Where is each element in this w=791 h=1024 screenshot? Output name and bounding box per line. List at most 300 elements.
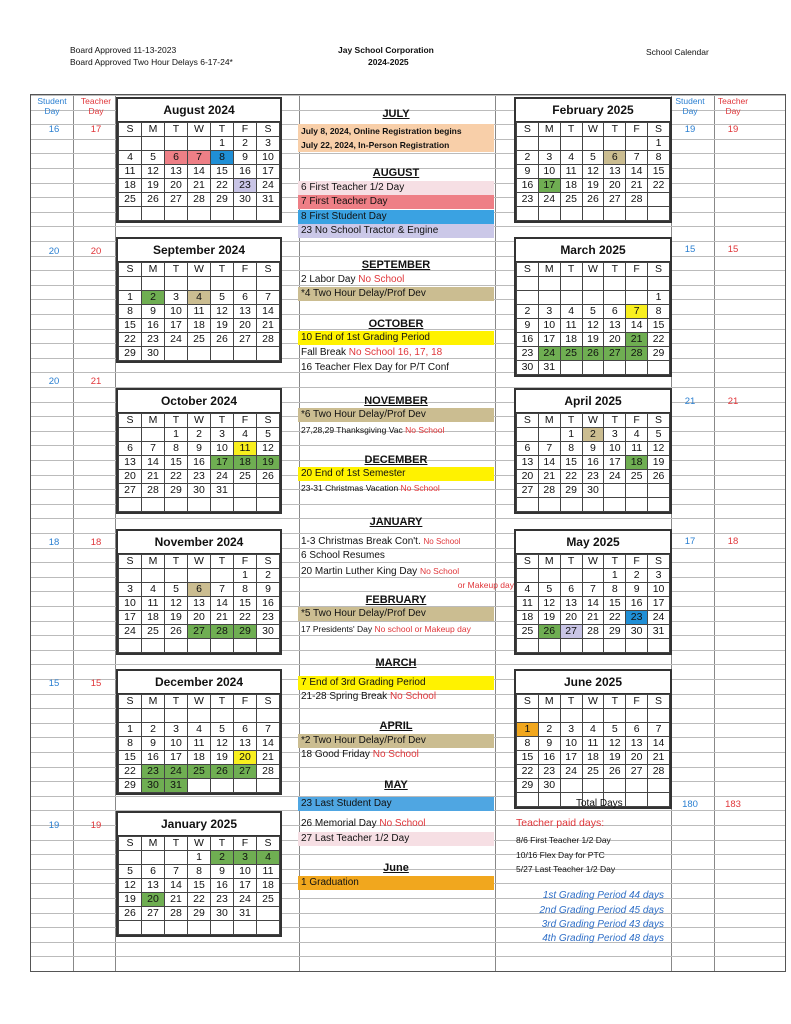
weekday-header: S xyxy=(517,123,539,137)
day-cell: 21 xyxy=(142,470,165,484)
day-cell xyxy=(119,851,142,865)
day-cell: 25 xyxy=(188,765,211,779)
weekday-header: F xyxy=(626,263,648,277)
month-title: October 2024 xyxy=(118,390,280,413)
day-cell: 4 xyxy=(188,291,211,305)
weekday-header: T xyxy=(165,263,188,277)
day-cell: 5 xyxy=(211,723,234,737)
day-cell: 13 xyxy=(142,879,165,893)
day-cell xyxy=(165,137,188,151)
day-cell: 28 xyxy=(582,625,604,639)
day-cell: 5 xyxy=(211,291,234,305)
empty-cell xyxy=(648,709,670,723)
day-cell xyxy=(626,484,648,498)
day-cell: 30 xyxy=(234,193,257,207)
day-cell: 10 xyxy=(211,442,234,456)
day-cell: 3 xyxy=(560,723,582,737)
day-cell: 9 xyxy=(211,865,234,879)
day-cell xyxy=(211,779,234,793)
weekday-header: S xyxy=(257,695,280,709)
day-cell: 2 xyxy=(517,305,539,319)
empty-cell xyxy=(517,498,539,512)
day-cell xyxy=(257,779,280,793)
day-cell: 24 xyxy=(211,470,234,484)
dec-student-days: 15 xyxy=(48,678,60,689)
day-cell: 15 xyxy=(211,165,234,179)
may-heading: MAY xyxy=(384,779,408,791)
day-cell: 15 xyxy=(648,165,670,179)
empty-cell xyxy=(142,921,165,935)
day-cell: 17 xyxy=(119,611,142,625)
day-cell xyxy=(604,137,626,151)
empty-cell xyxy=(560,498,582,512)
day-cell: 11 xyxy=(188,737,211,751)
weekday-header: T xyxy=(165,695,188,709)
day-cell: 22 xyxy=(119,333,142,347)
day-cell: 22 xyxy=(188,893,211,907)
event-spring-break: 21-28 Spring Break No School xyxy=(301,691,437,702)
day-cell: 28 xyxy=(188,193,211,207)
day-cell: 4 xyxy=(560,305,582,319)
day-cell: 12 xyxy=(604,737,626,751)
event-school-resumes: 6 School Resumes xyxy=(301,550,385,561)
day-cell: 6 xyxy=(517,442,539,456)
day-cell: 17 xyxy=(538,333,560,347)
day-cell: 1 xyxy=(560,428,582,442)
day-cell: 25 xyxy=(626,470,648,484)
empty-cell xyxy=(119,207,142,221)
day-cell xyxy=(582,291,604,305)
day-cell xyxy=(257,484,280,498)
day-cell: 7 xyxy=(538,442,560,456)
day-cell xyxy=(142,428,165,442)
day-cell: 8 xyxy=(119,305,142,319)
day-cell: 17 xyxy=(538,179,560,193)
empty-cell xyxy=(538,793,560,807)
day-cell: 22 xyxy=(165,470,188,484)
weekday-header: S xyxy=(257,263,280,277)
empty-cell xyxy=(119,498,142,512)
day-cell: 30 xyxy=(188,484,211,498)
day-cell: 14 xyxy=(648,737,670,751)
empty-cell xyxy=(234,709,257,723)
day-cell: 4 xyxy=(234,428,257,442)
empty-cell xyxy=(188,709,211,723)
day-cell: 15 xyxy=(165,456,188,470)
day-cell: 6 xyxy=(604,151,626,165)
empty-cell xyxy=(234,921,257,935)
day-cell: 18 xyxy=(517,611,539,625)
event-in-person-registration: July 22, 2024, In-Person Registration xyxy=(298,138,494,152)
empty-cell xyxy=(538,207,560,221)
weekday-header: S xyxy=(119,123,142,137)
day-cell: 26 xyxy=(582,347,604,361)
empty-cell xyxy=(188,921,211,935)
day-cell: 10 xyxy=(234,865,257,879)
day-cell: 10 xyxy=(604,442,626,456)
day-cell: 7 xyxy=(257,291,280,305)
day-cell: 26 xyxy=(604,765,626,779)
day-cell: 5 xyxy=(142,151,165,165)
day-cell: 16 xyxy=(517,179,539,193)
day-cell: 11 xyxy=(517,597,539,611)
day-cell: 19 xyxy=(582,179,604,193)
day-cell xyxy=(119,137,142,151)
empty-cell xyxy=(648,639,670,653)
day-cell: 18 xyxy=(234,456,257,470)
day-cell: 30 xyxy=(142,779,165,793)
calendar-june-2025 xyxy=(514,669,672,809)
empty-cell xyxy=(188,207,211,221)
weekday-header: W xyxy=(582,123,604,137)
day-cell: 19 xyxy=(582,333,604,347)
empty-cell xyxy=(211,639,234,653)
february-heading: FEBRUARY xyxy=(365,594,427,606)
day-cell: 5 xyxy=(257,428,280,442)
day-cell: 11 xyxy=(582,737,604,751)
day-cell: 13 xyxy=(604,319,626,333)
day-cell: 30 xyxy=(626,625,648,639)
day-cell: 29 xyxy=(119,347,142,361)
dec-teacher-days: 15 xyxy=(90,678,102,689)
empty-cell xyxy=(142,277,165,291)
weekday-header: S xyxy=(648,123,670,137)
day-cell: 13 xyxy=(165,165,188,179)
empty-cell xyxy=(517,277,539,291)
day-cell: 2 xyxy=(582,428,604,442)
day-cell: 25 xyxy=(560,193,582,207)
day-cell xyxy=(560,361,582,375)
day-cell: 10 xyxy=(257,151,280,165)
day-cell: 7 xyxy=(142,442,165,456)
day-cell: 4 xyxy=(142,583,165,597)
empty-cell xyxy=(560,277,582,291)
day-cell: 14 xyxy=(582,597,604,611)
day-cell xyxy=(165,851,188,865)
day-cell: 5 xyxy=(604,723,626,737)
day-cell: 7 xyxy=(257,723,280,737)
weekday-header: M xyxy=(142,695,165,709)
day-cell xyxy=(188,137,211,151)
day-cell: 12 xyxy=(165,597,188,611)
empty-cell xyxy=(165,709,188,723)
empty-cell xyxy=(582,207,604,221)
day-cell: 27 xyxy=(626,765,648,779)
day-cell: 19 xyxy=(604,751,626,765)
weekday-header: T xyxy=(211,263,234,277)
day-cell: 28 xyxy=(165,907,188,921)
grading-period-2: 2nd Grading Period 45 days xyxy=(539,905,664,916)
weekday-header: S xyxy=(648,555,670,569)
event-mlk-makeup: or Makeup day xyxy=(457,580,514,590)
day-cell: 22 xyxy=(648,333,670,347)
empty-cell xyxy=(560,709,582,723)
aug-student-days: 16 xyxy=(48,124,60,135)
feb-teacher-days: 19 xyxy=(727,124,739,135)
event-first-teacher-day: 7 First Teacher Day xyxy=(298,195,494,209)
day-cell: 12 xyxy=(538,597,560,611)
event-first-teacher-half-day: 6 First Teacher 1/2 Day xyxy=(298,181,494,195)
day-cell: 3 xyxy=(604,428,626,442)
day-cell: 20 xyxy=(560,611,582,625)
day-cell: 18 xyxy=(119,179,142,193)
event-christmas-vacation: 23-31 Christmas Vacation No School xyxy=(301,483,440,493)
empty-cell xyxy=(626,207,648,221)
day-cell: 8 xyxy=(165,442,188,456)
day-cell: 24 xyxy=(234,893,257,907)
school-year: 2024-2025 xyxy=(368,57,409,67)
weekday-header: M xyxy=(538,123,560,137)
day-cell: 2 xyxy=(211,851,234,865)
day-cell: 16 xyxy=(234,165,257,179)
empty-cell xyxy=(604,639,626,653)
day-cell xyxy=(648,779,670,793)
weekday-header: T xyxy=(165,414,188,428)
day-cell: 13 xyxy=(604,165,626,179)
day-cell: 16 xyxy=(626,597,648,611)
month-title: September 2024 xyxy=(118,239,280,262)
september-heading: SEPTEMBER xyxy=(361,259,431,271)
weekday-header: T xyxy=(560,695,582,709)
jan-teacher-days: 19 xyxy=(90,820,102,831)
teacher-paid-days-heading: Teacher paid days: xyxy=(516,817,605,829)
day-cell: 30 xyxy=(211,907,234,921)
day-cell: 12 xyxy=(142,165,165,179)
approval-note-1: Board Approved 11-13-2023 xyxy=(70,45,177,55)
weekday-header: F xyxy=(626,123,648,137)
day-cell: 23 xyxy=(142,765,165,779)
empty-cell xyxy=(538,277,560,291)
weekday-header: S xyxy=(648,695,670,709)
nov-student-days: 18 xyxy=(48,537,60,548)
empty-cell xyxy=(626,709,648,723)
empty-cell xyxy=(517,709,539,723)
day-cell xyxy=(648,484,670,498)
day-cell: 6 xyxy=(604,305,626,319)
weekday-header: W xyxy=(188,837,211,851)
day-cell: 19 xyxy=(538,611,560,625)
day-cell xyxy=(119,428,142,442)
day-cell: 7 xyxy=(188,151,211,165)
day-cell: 10 xyxy=(165,305,188,319)
paid-day-1: 8/6 First Teacher 1/2 Day xyxy=(516,835,611,845)
day-cell: 24 xyxy=(538,347,560,361)
day-cell: 24 xyxy=(119,625,142,639)
day-cell: 23 xyxy=(211,893,234,907)
day-cell: 29 xyxy=(648,347,670,361)
empty-cell xyxy=(538,709,560,723)
day-cell: 27 xyxy=(604,193,626,207)
day-cell xyxy=(560,569,582,583)
weekday-header: S xyxy=(257,414,280,428)
day-cell: 13 xyxy=(517,456,539,470)
day-cell: 25 xyxy=(234,470,257,484)
day-cell: 8 xyxy=(211,151,234,165)
empty-cell xyxy=(188,277,211,291)
weekday-header: T xyxy=(560,414,582,428)
weekday-header: T xyxy=(211,414,234,428)
day-cell: 28 xyxy=(142,484,165,498)
empty-cell xyxy=(188,639,211,653)
day-cell: 17 xyxy=(257,165,280,179)
day-cell: 14 xyxy=(626,319,648,333)
empty-cell xyxy=(648,277,670,291)
day-cell: 11 xyxy=(188,305,211,319)
empty-cell xyxy=(142,207,165,221)
day-cell: 28 xyxy=(626,193,648,207)
empty-cell xyxy=(234,277,257,291)
event-first-student-day: 8 First Student Day xyxy=(298,210,494,224)
day-cell: 12 xyxy=(211,737,234,751)
day-cell: 6 xyxy=(234,291,257,305)
day-cell: 6 xyxy=(188,583,211,597)
day-cell: 18 xyxy=(626,456,648,470)
weekday-header: W xyxy=(582,414,604,428)
day-cell: 13 xyxy=(234,737,257,751)
day-cell: 20 xyxy=(142,893,165,907)
day-cell: 13 xyxy=(626,737,648,751)
june-heading: June xyxy=(383,862,409,874)
day-cell: 7 xyxy=(582,583,604,597)
day-cell: 24 xyxy=(165,765,188,779)
weekday-header: F xyxy=(234,414,257,428)
day-cell: 14 xyxy=(165,879,188,893)
month-title: November 2024 xyxy=(118,531,280,554)
day-cell: 6 xyxy=(626,723,648,737)
empty-cell xyxy=(626,277,648,291)
day-cell: 21 xyxy=(257,751,280,765)
day-cell: 11 xyxy=(626,442,648,456)
day-cell xyxy=(604,361,626,375)
day-cell: 27 xyxy=(604,347,626,361)
weekday-header: F xyxy=(234,555,257,569)
day-cell: 31 xyxy=(234,907,257,921)
day-cell xyxy=(648,361,670,375)
day-cell: 31 xyxy=(257,193,280,207)
empty-cell xyxy=(648,498,670,512)
day-cell: 12 xyxy=(257,442,280,456)
day-cell: 20 xyxy=(626,751,648,765)
day-cell: 31 xyxy=(538,361,560,375)
day-cell: 30 xyxy=(582,484,604,498)
empty-cell xyxy=(165,639,188,653)
day-cell: 15 xyxy=(188,879,211,893)
oct-student-days: 20 xyxy=(48,376,60,387)
oct-teacher-days: 21 xyxy=(90,376,102,387)
april-heading: APRIL xyxy=(379,720,413,732)
day-cell: 6 xyxy=(560,583,582,597)
day-cell: 29 xyxy=(517,779,539,793)
day-cell: 11 xyxy=(257,865,280,879)
approval-note-2: Board Approved Two Hour Delays 6-17-24* xyxy=(70,57,233,67)
event-teacher-flex-day: 16 Teacher Flex Day for P/T Conf xyxy=(301,362,450,373)
calendar-february-2025 xyxy=(514,97,672,223)
day-cell: 10 xyxy=(648,583,670,597)
day-cell: 29 xyxy=(211,193,234,207)
weekday-header: S xyxy=(119,695,142,709)
day-cell: 23 xyxy=(517,347,539,361)
day-cell: 28 xyxy=(538,484,560,498)
day-cell: 26 xyxy=(211,333,234,347)
day-cell: 22 xyxy=(604,611,626,625)
day-cell: 11 xyxy=(142,597,165,611)
day-cell: 5 xyxy=(648,428,670,442)
weekday-header: T xyxy=(211,555,234,569)
weekday-header: W xyxy=(188,555,211,569)
day-cell: 25 xyxy=(188,333,211,347)
day-cell: 17 xyxy=(648,597,670,611)
empty-cell xyxy=(119,709,142,723)
day-cell: 26 xyxy=(257,470,280,484)
day-cell xyxy=(517,291,539,305)
empty-cell xyxy=(234,639,257,653)
weekday-header: M xyxy=(142,555,165,569)
calendar-september-2024 xyxy=(116,237,282,363)
grading-period-4: 4th Grading Period 48 days xyxy=(542,933,664,944)
day-cell: 27 xyxy=(142,907,165,921)
event-presidents-day: 17 Presidents' Day No school or Makeup day xyxy=(301,624,471,634)
sep-student-days: 20 xyxy=(48,246,60,257)
event-graduation: 1 Graduation xyxy=(298,876,494,890)
weekday-header: S xyxy=(517,414,539,428)
day-cell: 18 xyxy=(142,611,165,625)
nov-teacher-days: 18 xyxy=(90,537,102,548)
day-cell: 15 xyxy=(560,456,582,470)
day-cell: 13 xyxy=(560,597,582,611)
day-cell: 13 xyxy=(234,305,257,319)
teacher-day-header-right: Teacher Day xyxy=(717,96,749,116)
day-cell: 16 xyxy=(142,751,165,765)
weekday-header: T xyxy=(165,555,188,569)
total-teacher-days: 183 xyxy=(725,799,741,810)
day-cell: 21 xyxy=(188,179,211,193)
day-cell: 8 xyxy=(234,583,257,597)
day-cell: 23 xyxy=(188,470,211,484)
day-cell: 10 xyxy=(119,597,142,611)
event-labor-day: 2 Labor Day No School xyxy=(301,274,405,285)
day-cell: 4 xyxy=(517,583,539,597)
day-cell: 2 xyxy=(142,723,165,737)
month-title: January 2025 xyxy=(118,813,280,836)
day-cell: 1 xyxy=(165,428,188,442)
day-cell: 28 xyxy=(211,625,234,639)
weekday-header: M xyxy=(142,263,165,277)
event-apr-two-hour-delay: *2 Two Hour Delay/Prof Dev xyxy=(298,734,494,748)
day-cell xyxy=(626,361,648,375)
weekday-header: W xyxy=(582,695,604,709)
day-cell: 4 xyxy=(257,851,280,865)
day-cell: 26 xyxy=(165,625,188,639)
day-cell xyxy=(582,569,604,583)
month-title: May 2025 xyxy=(516,531,670,554)
event-end-third-grading: 7 End of 3rd Grading Period xyxy=(298,676,494,690)
day-cell: 29 xyxy=(165,484,188,498)
day-cell: 21 xyxy=(538,470,560,484)
paid-day-3: 5/27 Last Teacher 1/2 Day xyxy=(516,864,616,874)
empty-cell xyxy=(604,498,626,512)
empty-cell xyxy=(257,921,280,935)
empty-cell xyxy=(257,498,280,512)
weekday-header: T xyxy=(560,555,582,569)
weekday-header: T xyxy=(560,123,582,137)
day-cell: 14 xyxy=(142,456,165,470)
empty-cell xyxy=(165,498,188,512)
weekday-header: F xyxy=(626,414,648,428)
empty-cell xyxy=(560,207,582,221)
empty-cell xyxy=(142,498,165,512)
month-title: December 2024 xyxy=(118,671,280,694)
day-cell: 29 xyxy=(234,625,257,639)
